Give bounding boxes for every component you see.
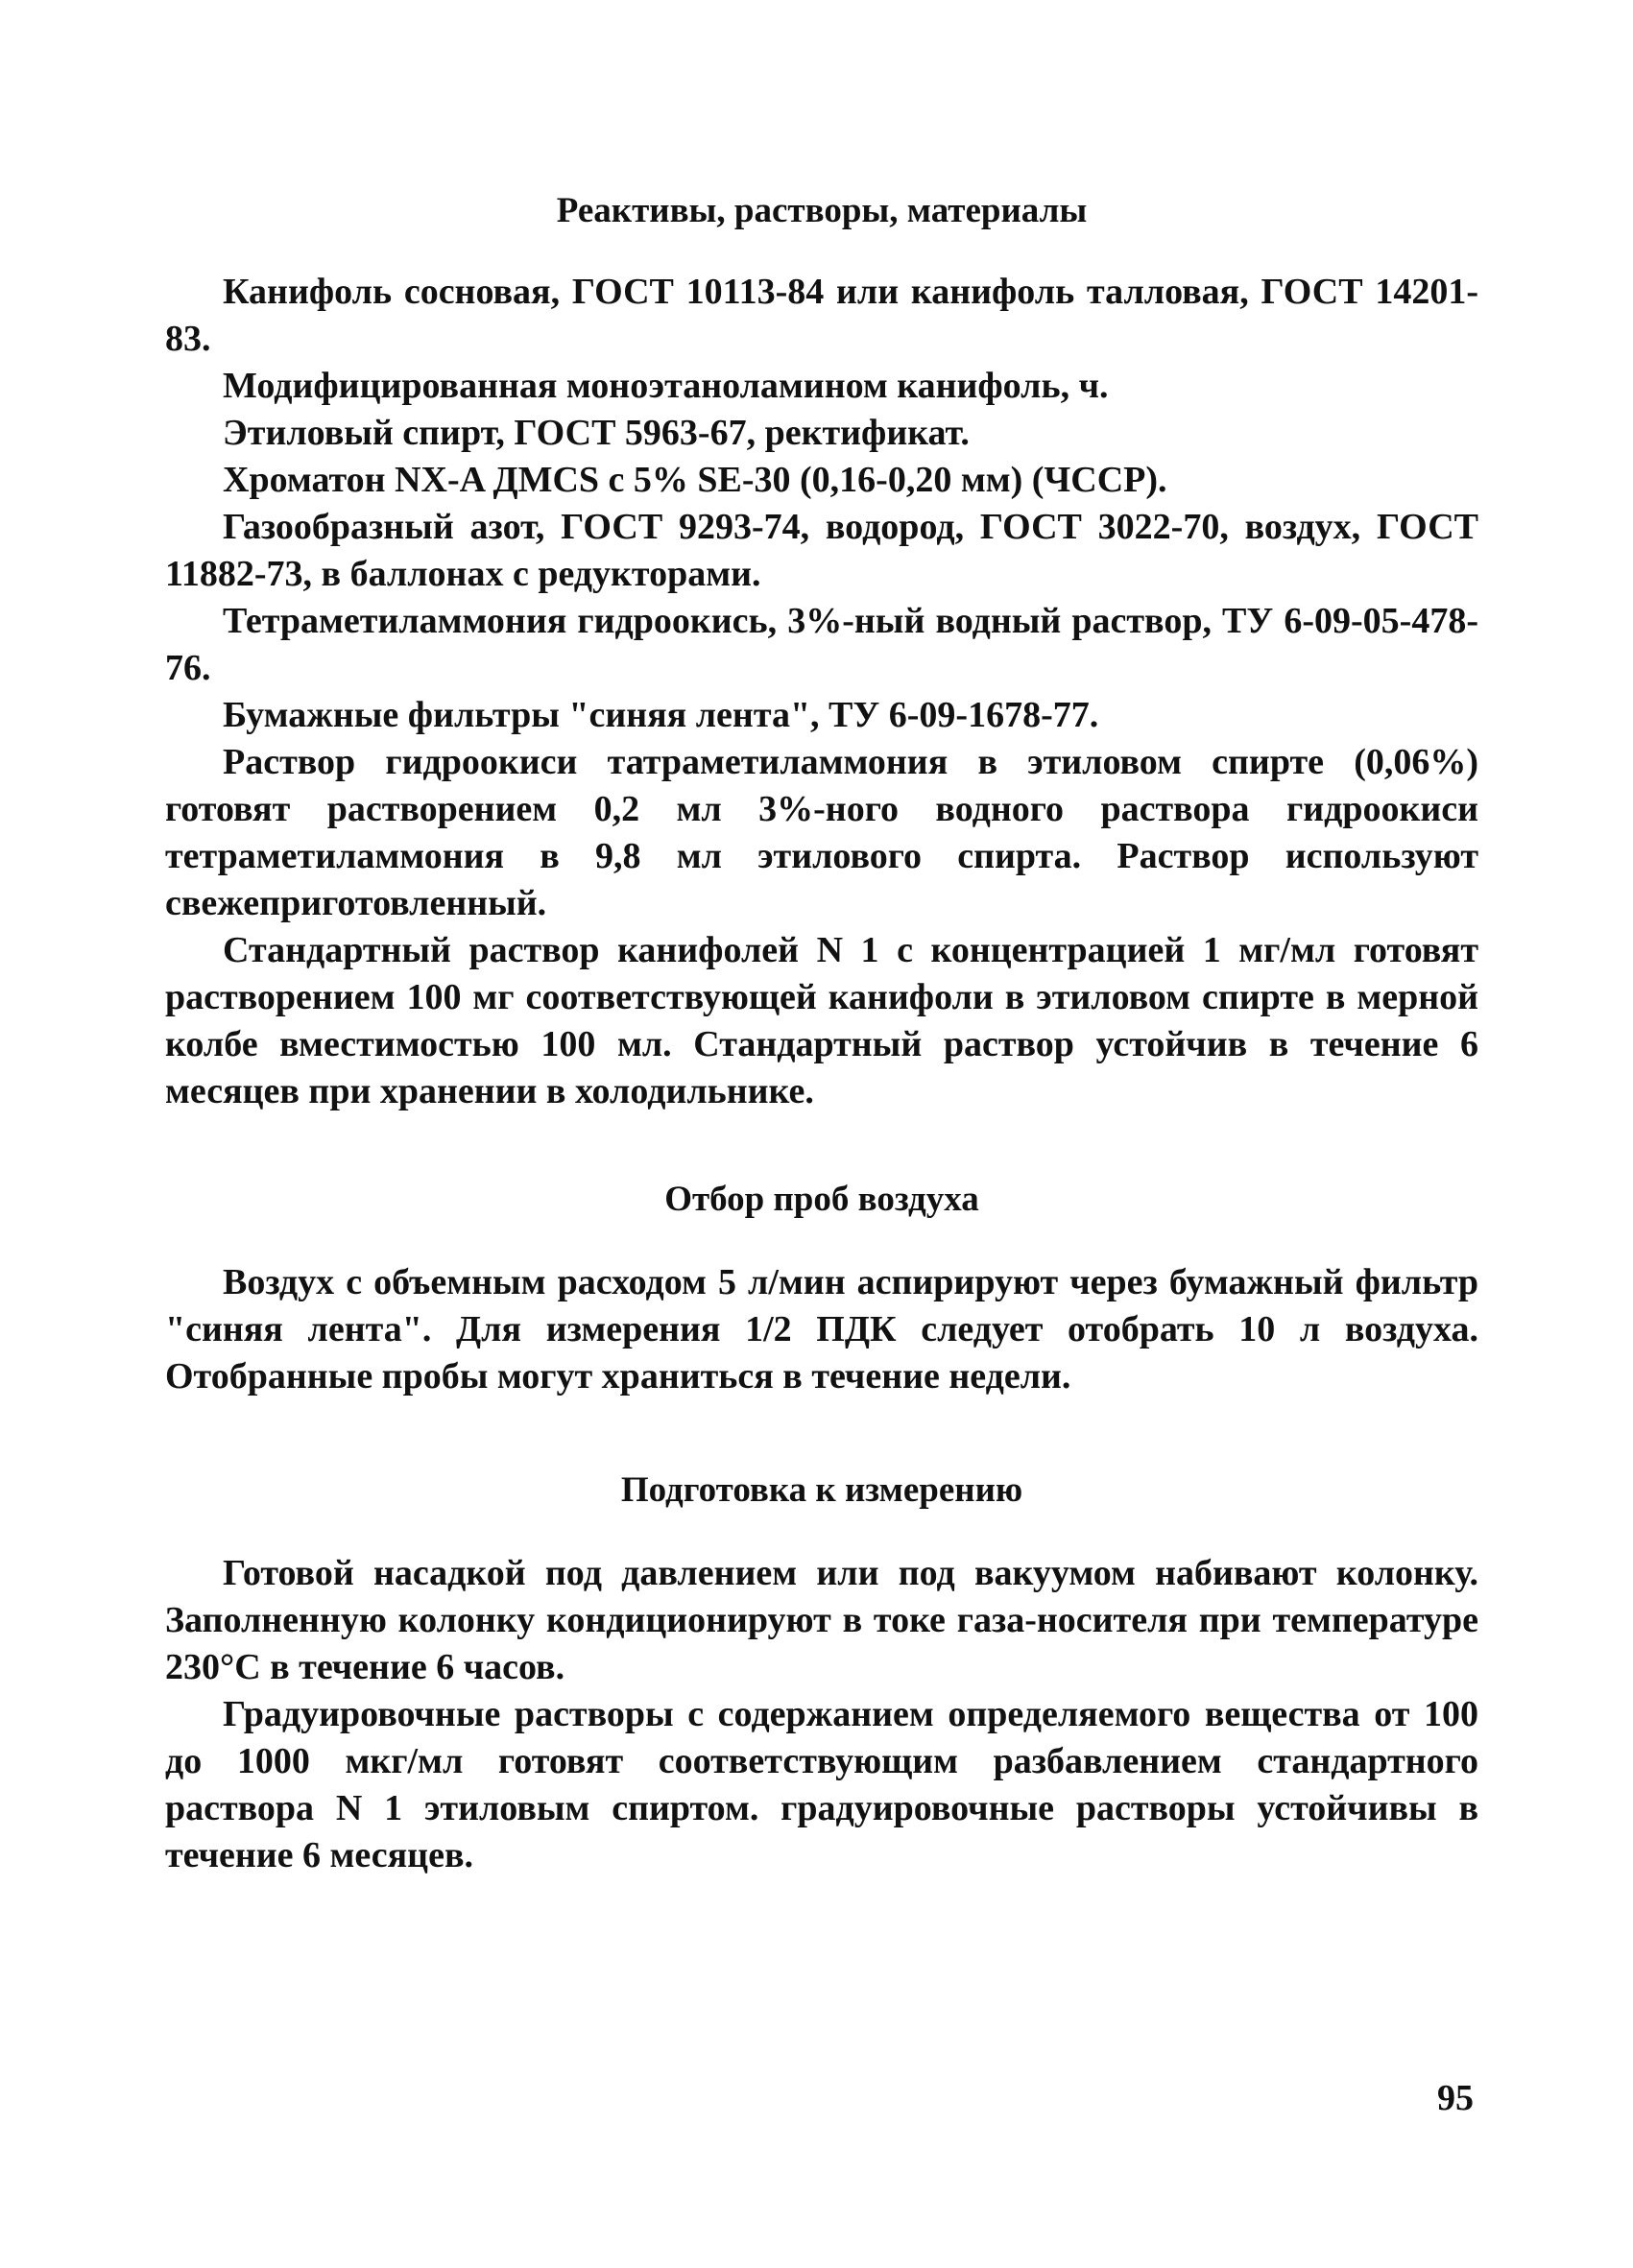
paragraph: Бумажные фильтры "синяя лента", ТУ 6-09-1678-77. — [223, 695, 1099, 735]
paragraph: Хроматон NX-A ДMCS с 5% SE-30 (0,16-0,20 мм) (ЧССР). — [223, 460, 1167, 500]
paragraph: Воздух с объемным расходом 5 л/мин аспирируют через бумажный фильтр "синяя лента". Для измерения 1/2 ПДК следует отобрать 10 л воздуха. Отобранные пробы могут храниться в течение недели. — [165, 1262, 1478, 1397]
paragraph: Готовой насадкой под давлением или под вакуумом набивают колонку. Заполненную колонку кондиционируют в токе газа-носителя при температуре 230°C в течение 6 часов. — [165, 1553, 1478, 1687]
paragraph: Тетраметиламмония гидроокись, 3%-ный водный раствор, ТУ 6-09-05-478-76. — [165, 601, 1478, 688]
paragraph: Градуировочные растворы с содержанием определяемого вещества от 100 до 1000 мкг/мл готовят соответствующим разбавлением стандартного раствора N 1 этиловым спиртом. градуировочные растворы устойчивы в течение 6 месяцев. — [165, 1694, 1478, 1875]
paragraph: Стандартный раствор канифолей N 1 с концентрацией 1 мг/мл готовят растворением 100 мг соответствующей канифоли в этиловом спирте в мерной колбе вместимостью 100 мл. Стандартный раствор устойчив в течение 6 месяцев при хранении в холодильнике. — [165, 930, 1478, 1111]
text-column — [165, 188, 1478, 1879]
paragraph: Раствор гидроокиси татраметиламмония в этиловом спирте (0,06%) готовят растворением 0,2 мл 3%-ного водного раствора гидроокиси тетраметиламмония в 9,8 мл этилового спирта. Раствор используют свежеприготовленный. — [165, 742, 1478, 923]
page-number: 95 — [1437, 2078, 1474, 2118]
paragraph: Газообразный азот, ГОСТ 9293-74, водород, ГОСТ 3022-70, воздух, ГОСТ 11882-73, в баллонах с редукторами. — [165, 507, 1478, 594]
paragraph: Этиловый спирт, ГОСТ 5963-67, ректификат. — [223, 413, 970, 453]
section-heading-measurement-prep: Подготовка к измерению — [620, 1470, 1023, 1510]
section-heading-reagents: Реактивы, растворы, материалы — [556, 191, 1088, 230]
paragraph: Модифицированная моноэтаноламином канифоль, ч. — [223, 366, 1109, 406]
section-heading-air-sampling: Отбор проб воздуха — [664, 1180, 979, 1219]
paragraph: Канифоль сосновая, ГОСТ 10113-84 или канифоль талловая, ГОСТ 14201-83. — [165, 272, 1478, 359]
